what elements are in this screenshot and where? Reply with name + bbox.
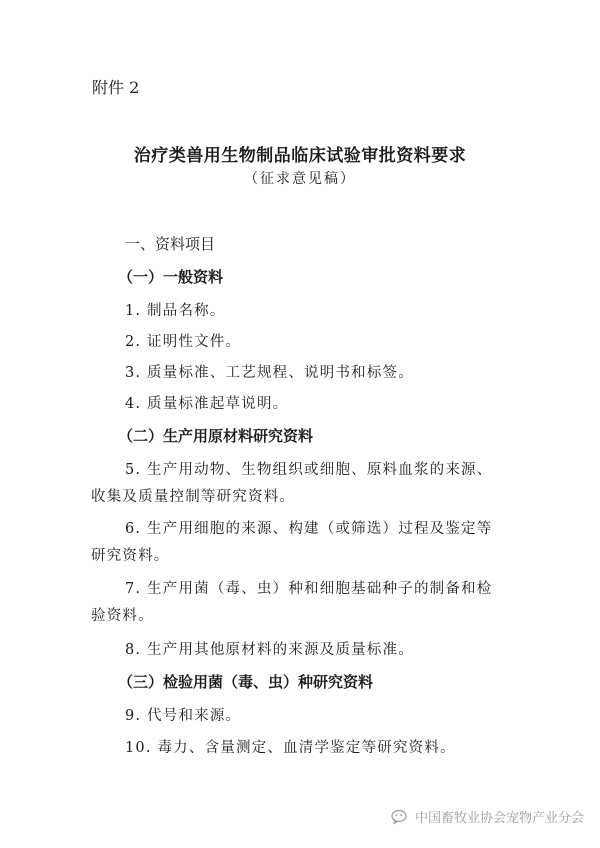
list-item-continuation: 研究资料。	[91, 548, 170, 564]
list-item: 5. 生产用动物、生物组织或细胞、原料血浆的来源、	[125, 462, 493, 478]
watermark-text: 中国畜牧业协会宠物产业分会	[414, 811, 584, 826]
list-item: 10. 毒力、含量测定、血清学鉴定等研究资料。	[125, 740, 456, 756]
subsection-test-strain: （三）检验用菌（毒、虫）种研究资料	[118, 673, 374, 691]
list-item: 1. 制品名称。	[125, 303, 226, 319]
wechat-icon	[391, 809, 411, 825]
list-item: 3. 质量标准、工艺规程、说明书和标签。	[125, 365, 414, 381]
list-item: 7. 生产用菌（毒、虫）种和细胞基础种子的制备和检	[125, 581, 493, 597]
document-title: 治疗类兽用生物制品临床试验审批资料要求	[133, 146, 467, 166]
subsection-general: （一）一般资料	[118, 268, 224, 286]
list-item-continuation: 收集及质量控制等研究资料。	[91, 489, 296, 505]
list-item-continuation: 验资料。	[91, 608, 154, 624]
list-item: 9. 代号和来源。	[125, 708, 242, 724]
subsection-raw-materials: （二）生产用原材料研究资料	[118, 427, 314, 445]
list-item: 2. 证明性文件。	[125, 334, 242, 350]
list-item: 4. 质量标准起草说明。	[125, 396, 289, 412]
section-heading: 一、资料项目	[125, 235, 216, 253]
document-subtitle: （征求意见稿）	[244, 171, 356, 187]
annex-label: 附件 2	[92, 78, 140, 97]
list-item: 8. 生产用其他原材料的来源及质量标准。	[125, 642, 414, 658]
list-item: 6. 生产用细胞的来源、构建（或筛选）过程及鉴定等	[125, 521, 493, 537]
watermark	[391, 807, 584, 826]
